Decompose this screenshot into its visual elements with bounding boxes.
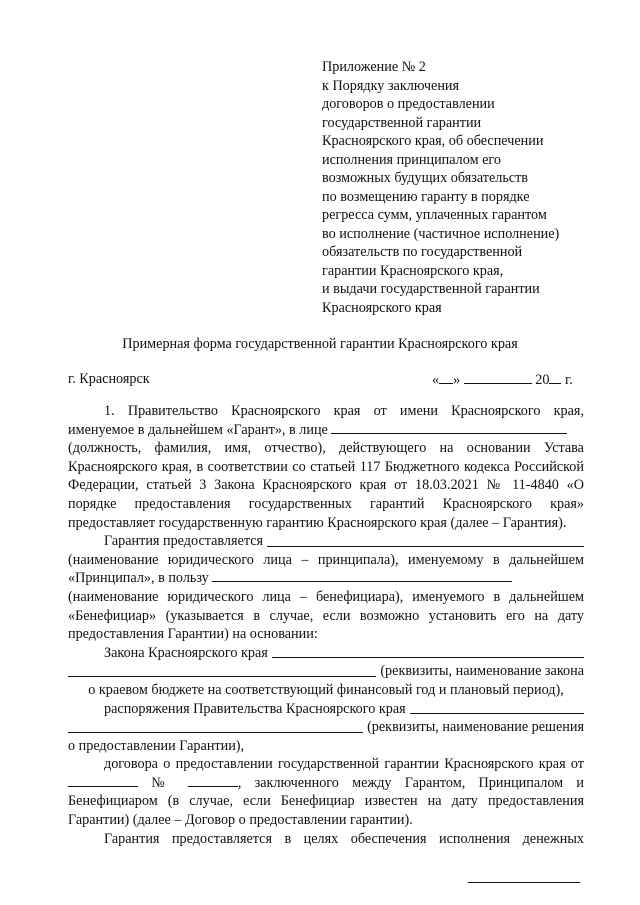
annex-line: Красноярского края bbox=[322, 299, 442, 316]
paragraph-2-b: (наименование юридического лица – принципала), именуемому в дальнейшем «Принципал», в пользу bbox=[68, 551, 584, 587]
paragraph-1: 1. Правительство Красноярского края от имени Красноярского края, именуемое в дальнейшем «Гарант», в лице bbox=[68, 403, 584, 438]
document-body bbox=[68, 402, 584, 848]
city: г. Красноярск bbox=[68, 371, 150, 387]
law-line: Закона Красноярского края bbox=[68, 644, 584, 663]
annex-header bbox=[322, 58, 612, 317]
paragraph-1-cont: (должность, фамилия, имя, отчество), действующего на основании Устава Красноярского края, в соответствии со статьей 117 Бюджетного кодекса Российской Федерации, статьей 3 Закона Красноярского края от 18.03.2021 № 11-4840 «О порядке предоставления государственных гарантий Красноярского края» предоставляет государственную гарантию Красноярского края (далее – Гарантия). bbox=[68, 440, 584, 531]
date-field: « » 20 г. bbox=[432, 372, 573, 388]
annex-line: Красноярского края, об обеспечении bbox=[322, 133, 544, 149]
annex-line: исполнения принципалом его bbox=[322, 151, 501, 168]
year-blank bbox=[549, 371, 561, 384]
law-line-3: о краевом бюджете на соответствующий финансовый год и плановый период), bbox=[88, 681, 564, 698]
last-paragraph: Гарантия предоставляется в целях обеспечения исполнения денежных bbox=[104, 830, 584, 847]
paragraph-2: Гарантия предоставляется bbox=[68, 532, 584, 551]
contract-paragraph: договора о предоставлении государственной гарантии Красноярского края от № , заключенного между Гарантом, Принципалом и Бенефициаром (в случае, если Бенефициар известен на дату предоставления Гарантии) (далее – Договор о предоставлении гарантии). bbox=[68, 756, 585, 829]
document-title: Примерная форма государственной гарантии Красноярского края bbox=[122, 336, 518, 352]
annex-line: к Порядку заключения bbox=[322, 77, 460, 94]
annex-line: и выдачи государственной гарантии bbox=[322, 281, 540, 297]
annex-line: во исполнение (частичное исполнение) bbox=[322, 225, 560, 242]
annex-line: возможных будущих обязательств bbox=[322, 170, 528, 186]
order-line-2: (реквизиты, наименование решения bbox=[68, 718, 584, 737]
blank-law bbox=[272, 657, 584, 658]
blank-contract-date bbox=[68, 774, 138, 787]
blank-order bbox=[410, 713, 584, 714]
law-line-2: (реквизиты, наименование закона bbox=[68, 662, 584, 681]
annex-line: Приложение № 2 bbox=[322, 59, 426, 75]
day-blank bbox=[439, 371, 453, 384]
annex-line: гарантии Красноярского края, bbox=[322, 262, 504, 279]
annex-line: обязательств по государственной bbox=[322, 244, 523, 260]
annex-line: государственной гарантии bbox=[322, 114, 482, 131]
blank-beneficiary bbox=[212, 569, 512, 582]
blank-representative bbox=[331, 421, 567, 434]
annex-line: регресса сумм, уплаченных гарантом bbox=[322, 207, 547, 223]
blank-law-2 bbox=[68, 676, 376, 677]
blank-principal bbox=[267, 546, 584, 547]
footnote-separator bbox=[468, 882, 580, 883]
blank-contract-number bbox=[188, 774, 238, 787]
blank-order-2 bbox=[68, 732, 363, 733]
month-blank bbox=[464, 371, 532, 384]
annex-line: по возмещению гаранту в порядке bbox=[322, 188, 530, 205]
order-line: распоряжения Правительства Красноярского края bbox=[68, 700, 584, 719]
order-line-3: о предоставлении Гарантии), bbox=[68, 737, 245, 754]
annex-line: договоров о предоставлении bbox=[322, 96, 495, 112]
paragraph-2-c: (наименование юридического лица – бенефициара), именуемого в дальнейшем «Бенефициар» (указывается в случае, если возможно установить его на дату предоставления Гарантии) на основании: bbox=[68, 588, 584, 643]
